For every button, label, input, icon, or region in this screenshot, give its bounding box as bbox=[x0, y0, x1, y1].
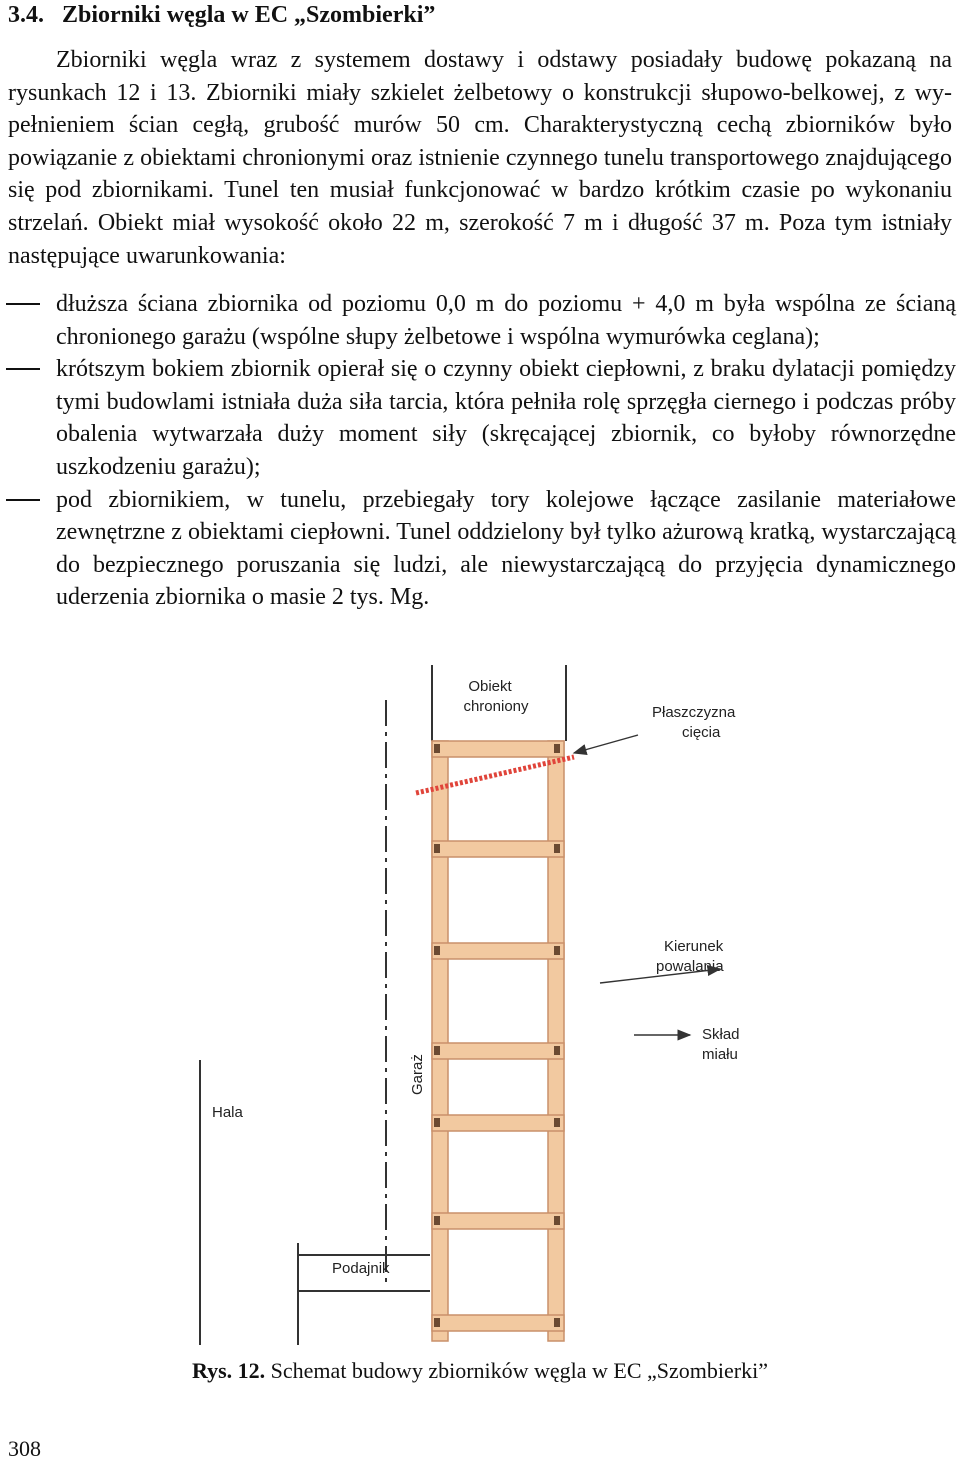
label-kierunek-line2: powalania bbox=[656, 958, 724, 975]
list-item bbox=[0, 484, 956, 614]
list-item bbox=[0, 353, 956, 483]
plaszczyzna-arrow bbox=[574, 735, 638, 753]
label-podajnik: Podajnik bbox=[332, 1260, 390, 1277]
frame-beam bbox=[432, 741, 564, 757]
frame-beam bbox=[432, 841, 564, 857]
frame-beam bbox=[432, 1315, 564, 1331]
dash-bullet-icon bbox=[6, 368, 40, 370]
figure-diagram bbox=[190, 655, 790, 1345]
label-obiekt-line1: Obiekt bbox=[468, 678, 512, 695]
frame-beam bbox=[432, 1115, 564, 1131]
label-sklad-line1: Skład bbox=[702, 1026, 740, 1043]
intro-paragraph-text: Zbiorniki węgla wraz z systemem dostawy i odstawy posiadały budowę pokazaną na rysunkach 12 i 13. Zbiorniki miały szkielet żelbetowy o konstrukcji słupowo-belkowej, z wypełnieniem ścian cegłą, grubość murów 50 cm. Charakterystyczną cechą zbiorników było powiązanie z obiektami chronionymi oraz istnienie czynnego tunelu transportowego znajdującego się pod zbiornikami. Tunel ten musiał funkcjonować w bardzo krótkim czasie po wykonaniu strzelań. Obiekt miał wysokość około 22 m, szerokość 7 m i długość 37 m. Poza tym istniały następujące uwarunkowania: bbox=[8, 47, 952, 269]
dash-bullet-icon bbox=[6, 499, 40, 501]
podajnik-outline bbox=[298, 1243, 430, 1345]
caption-text: Schemat budowy zbiorników węgla w EC „Szombierki” bbox=[265, 1358, 769, 1383]
intro-paragraph bbox=[8, 44, 952, 272]
conditions-list bbox=[0, 288, 956, 614]
page-number: 308 bbox=[8, 1436, 41, 1461]
label-kierunek-line1: Kierunek bbox=[664, 938, 724, 955]
label-obiekt-line2: chroniony bbox=[463, 698, 529, 715]
list-item-text: pod zbiornikiem, w tunelu, przebiegały tory kolejowe łączące zasilanie materiałowe zewnętrzne z obiektami ciepłowni. Tunel oddzielony był tylko ażurową kratką, wystarczającą do bezpiecznego poruszania się ludzi, ale niewystarczającą do przyjęcia dynamicznego uderzenia zbiornika o masie 2 tys. Mg. bbox=[56, 486, 956, 611]
section-heading bbox=[8, 0, 948, 30]
list-item-text: krótszym bokiem zbiornik opierał się o czynny obiekt ciepłowni, z braku dylatacji pomiędzy tymi budowlami istniała duża siła tarcia, która pełniła rolę sprzęgła ciernego i podczas próby obalenia wytwarzała duży moment siły (skręcającej zbiornik, co byłoby równorzędne uszkodzeniu garażu); bbox=[56, 356, 956, 480]
label-plaszczyzna-line2: cięcia bbox=[682, 724, 721, 741]
right-column bbox=[548, 741, 564, 1341]
list-item-text: dłuższa ściana zbiornika od poziomu 0,0 m do poziomu + 4,0 m była wspólna ze ścianą chronionego garażu (wspólne słupy żelbetowe i wspólna wymurówka ceglana); bbox=[56, 291, 956, 350]
caption-label: Rys. 12. bbox=[191, 1358, 266, 1383]
section-title: Zbiorniki węgla w EC „Szombierki” bbox=[62, 2, 436, 28]
diagram-svg bbox=[190, 655, 790, 1345]
label-garaz: Garaż bbox=[409, 1054, 426, 1095]
section-number: 3.4. bbox=[8, 2, 44, 28]
dash-bullet-icon bbox=[6, 303, 40, 305]
frame-beam bbox=[432, 1213, 564, 1229]
column-nodes bbox=[434, 744, 560, 1327]
frame-beam bbox=[432, 943, 564, 959]
frame-beam bbox=[432, 1043, 564, 1059]
figure-caption bbox=[0, 1357, 960, 1385]
label-plaszczyzna-line1: Płaszczyzna bbox=[652, 704, 736, 721]
label-hala: Hala bbox=[212, 1104, 243, 1121]
list-item bbox=[0, 288, 956, 353]
left-column bbox=[432, 741, 448, 1341]
label-sklad-line2: miału bbox=[702, 1046, 738, 1063]
